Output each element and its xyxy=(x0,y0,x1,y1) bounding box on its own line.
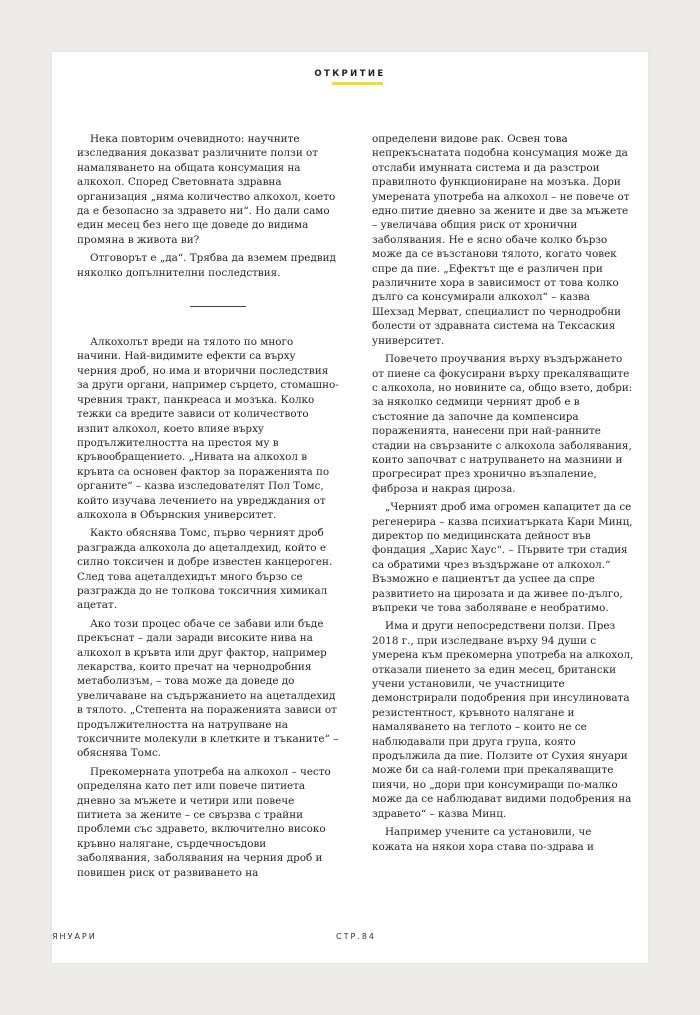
body-paragraph: Повечето проучвания върху въздържането от пиене са фокусирани върху прекаляващите с алкохола, но новините са, общо взето, добри: за няколко седмици черният дроб е в състояние да започне да компенсира пораженията, нанесени при най-ранните стадии на свързаните с алкохола заболявания, които започват с натрупването на мазнини и прогресират през хронично възпаление, фиброза и накрая цироза. xyxy=(372,353,633,495)
section-label: ОТКРИТИЕ xyxy=(314,69,386,79)
body-paragraph: Ако този процес обаче се забави или бъде прекъснат – дали заради високите нива на алкохол в кръвта или друг фактор, например лекарства, които пречат на чернодробния метаболизъм, – това може да доведе до увеличаване на съдържанието на ацеталдехид в тялото. „Степента на пораженията зависи от продължителността на натрупване на токсичните молекули в клетките и тъканите“ – обяснява Томс. xyxy=(77,617,339,760)
body-paragraph: Прекомерната употреба на алкохол – често определяна като пет или повече питиета дневно за мъжете и четири или повече питиета за жените – се свързва с трайни проблеми със здравето, включително високо кръвно налягане, сърдечносъдови заболявания, заболявания на черния дроб и повишен риск от развиването на xyxy=(77,765,331,879)
body-paragraph: Има и други непосредствени ползи. През 2018 г., при изследване върху 94 души с умерена към прекомерна употреба на алкохол, отказали пиенето за един месец, британски учени установили, че участниците демонстрирали подобрения при инсулиновата резистентност, кръвното налягане и намаляването на теглото – които не се наблюдавали при друга група, която продължила да пие. Ползите от Сухия януари може би са най-големи при прекаляващите пиячи, но „дори при консумиращи по-малко може да се наблюдават видими подобрения на здравето“ – казва Минц. xyxy=(372,620,634,820)
section-accent-bar xyxy=(332,82,383,85)
intro-paragraph: Отговорът е „да“. Трябва да вземем предвид няколко допълнителни последствия. xyxy=(77,252,336,279)
body-paragraph: определени видове рак. Освен това непрекъснатата подобна консумация може да отслаби имунната система и да разстрои правилното функциониране на мозъка. Дори умерената употреба на алкохол – не повече от едно питие дневно за жените и две за мъжете – увеличава общия риск от хронични заболявания. Не е ясно обаче колко бързо може да се възстанови тялото, когато човек спре да пие. „Ефектът ще е различен при различните хора в зависимост от това колко дълго са консумирали алкохол“ – казва Шехзад Мерват, специалист по чернодробни болести от здравната система на Тексаския университет. xyxy=(372,133,630,347)
body-paragraph: „Черният дроб има огромен капацитет да се регенерира – казва психиатърката Кари Минц, директор по медицинската дейност във фондация „Харис Хаус“. – Първите три стадия са обратими чрез въздържане от алкохол.“ Възможно е пациентът да успее да спре развитието на цирозата и да живее по-дълго, въпреки че това заболяване е необратимо. xyxy=(372,501,633,614)
left-column xyxy=(77,132,339,884)
body-paragraph: Алкохолът вреди на тялото по много начини. Най-видимите ефекти са върху черния дроб, но има и вторични последствия за други органи, например сърцето, стомашно-чревния тракт, панкреаса и мозъка. Колко тежки са вредите зависи от количеството изпит алкохол, което влияе върху продължителността на престоя му в кръвообращението. „Нивата на алкохол в кръвта са основен фактор за пораженията по органите“ – казва изследователят Пол Томс, който изучава лечението на увредждания от алкохола в Обърнския университет. xyxy=(77,336,339,521)
body-paragraph: Както обяснява Томс, първо черният дроб разгражда алкохола до ацеталдехид, който е силно токсичен и добре известен канцероген. След това ацеталдехидът много бързо се разгражда до не толкова токсичния химикал ацетат. xyxy=(77,527,333,612)
section-divider xyxy=(190,306,246,307)
intro-paragraph: Нека повторим очевидното: научните изследвания доказват различните ползи от намаляването на общата консумация на алкохол. Според Световната здравна организация „няма количество алкохол, което да е безопасно за здравето ни“. Но дали само един месец без него ще доведе до видима промяна в живота ви? xyxy=(77,133,336,246)
footer-page-number: СТР.84 xyxy=(336,932,377,941)
magazine-page xyxy=(52,52,648,963)
body-paragraph: Например учените са установили, че кожата на някои хора става по-здрава и xyxy=(372,826,594,853)
right-column xyxy=(372,132,634,858)
footer-month: ЯНУАРИ xyxy=(52,932,97,941)
